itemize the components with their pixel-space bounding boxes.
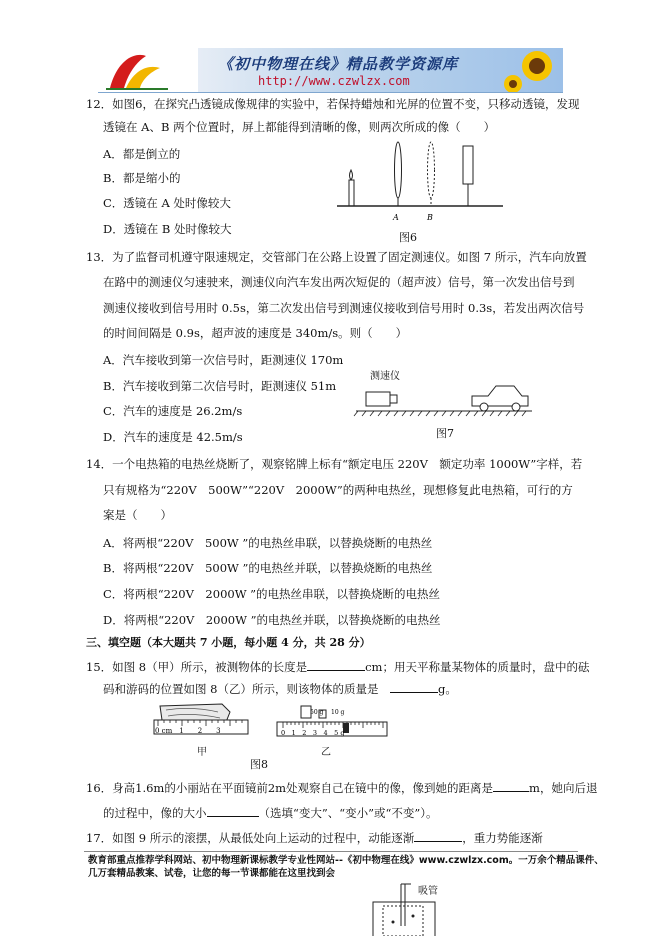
q12-option-b: B．都是缩小的 xyxy=(103,171,181,185)
weight-50g-label: 50 g xyxy=(310,709,324,716)
weight-10g-label: 10 g xyxy=(331,709,345,716)
q15-line1-b: cm；用天平称量某物体的质量时，盘中的砝 xyxy=(365,660,590,674)
q15-blank-1[interactable] xyxy=(307,659,365,671)
q15-line2 xyxy=(103,681,457,696)
q12-option-d: D．透镜在 B 处时像较大 xyxy=(103,222,232,236)
ruler-tick-labels: 0 cm 1 2 3 xyxy=(155,727,221,735)
q16-line1-a: 16．身高1.6m的小丽站在平面镜前2m处观察自己在镜中的像，像到她的距离是 xyxy=(86,781,494,795)
q17-line1-b: ，重力势能逐渐 xyxy=(462,831,543,845)
q13-line2: 在路中的测速仪匀速驶来，测速仪向汽车发出两次短促的（超声波）信号，第一次发出信号到 xyxy=(103,275,575,289)
figure-8-yi: 乙 xyxy=(321,747,331,758)
q12-option-c: C．透镜在 A 处时像较大 xyxy=(103,196,231,210)
header-banner xyxy=(98,48,563,93)
q14-line3: 案是（ ） xyxy=(103,508,172,522)
figure-8-caption: 图8 xyxy=(250,758,268,771)
q13-line4: 的时间间隔是 0.9s，超声波的速度是 340m/s。则（ ） xyxy=(103,326,408,340)
q15-line2-a: 码和游码的位置如图 8（乙）所示，则该物体的质量是 xyxy=(103,682,379,696)
q13-option-c: C．汽车的速度是 26.2m/s xyxy=(103,404,243,418)
label-b: B xyxy=(427,213,433,222)
figure-7-caption: 图7 xyxy=(436,427,454,440)
q14-option-d: D．将两根“220V 2000W ”的电热丝并联，以替换烧断的电热丝 xyxy=(103,613,441,627)
figure-6-caption: 图6 xyxy=(399,231,417,244)
figure-7-speed-meter xyxy=(352,378,532,418)
q15-line2-b: g。 xyxy=(437,682,457,696)
q12-stem-line2: 透镜在 A、B 两个位置时，屏上都能得到清晰的像，则两次所成的像（ ） xyxy=(103,120,496,134)
figure-8-ruler xyxy=(152,700,252,740)
figure-8-balance-scale xyxy=(275,700,390,742)
q15-line1-a: 15．如图 8（甲）所示，被测物体的长度是 xyxy=(86,660,308,674)
figure-9-straw-label: 吸管 xyxy=(418,886,438,897)
q12-stem-line1: 12．如图6，在探究凸透镜成像规律的实验中，若保持蜡烛和光屏的位置不变，只移动透镜，发现 xyxy=(86,97,580,111)
figure-6-lens-setup xyxy=(335,140,505,222)
q14-line2: 只有规格为“220V 500W”“220V 2000W”的两种电热丝，现想修复此电热箱，可行的方 xyxy=(103,483,573,497)
q14-option-c: C．将两根“220V 2000W ”的电热丝串联，以替换烧断的电热丝 xyxy=(103,587,441,601)
q14-option-a: A．将两根“220V 500W ”的电热丝串联，以替换烧断的电热丝 xyxy=(103,536,433,550)
footer-divider xyxy=(84,851,578,852)
q13-line3: 测速仪接收到信号用时 0.5s，第二次发出信号到测速仪接收到信号用时 0.3s，若发出两次信号 xyxy=(103,301,585,315)
q17-line1 xyxy=(86,830,543,845)
q17-blank-1[interactable] xyxy=(414,830,462,842)
q13-option-d: D．汽车的速度是 42.5m/s xyxy=(103,430,243,444)
speed-meter-label: 测速仪 xyxy=(370,371,400,382)
q14-option-b: B．将两根“220V 500W ”的电热丝并联，以替换烧断的电热丝 xyxy=(103,561,433,575)
q16-line1 xyxy=(86,780,597,795)
q16-line2-a: 的过程中，像的大小 xyxy=(103,806,207,820)
q12-option-a: A．都是倒立的 xyxy=(103,147,181,161)
banner-title: 《初中物理在线》精品教学资源库 xyxy=(218,55,459,73)
q17-line1-a: 17．如图 9 所示的滚摆，从最低处向上运动的过程中，动能逐渐 xyxy=(86,831,415,845)
q13-option-b: B．汽车接收到第二次信号时，距测速仪 51m xyxy=(103,379,337,393)
q15-blank-2[interactable] xyxy=(390,681,438,693)
q13-line1: 13．为了监督司机遵守限速规定，交管部门在公路上设置了固定测速仪。如图 7 所示，汽车向放置 xyxy=(86,250,587,264)
q15-line1 xyxy=(86,659,589,674)
banner-url: http://www.czwlzx.com xyxy=(258,74,410,88)
q14-line1: 14．一个电热箱的电热丝烧断了，观察铭牌上标有“额定电压 220V 额定功率 1000W”字样，若 xyxy=(86,457,583,471)
section-3-heading: 三、填空题（本大题共 7 小题，每小题 4 分，共 28 分） xyxy=(86,636,371,649)
label-a: A xyxy=(393,213,399,222)
q16-line2-b: （选填“变大”、“变小”或“不变”）。 xyxy=(258,806,438,820)
q16-blank-1[interactable] xyxy=(493,780,529,792)
q16-line2 xyxy=(103,805,438,820)
figure-8-jia: 甲 xyxy=(197,747,207,758)
balance-scale-labels: 0 1 2 3 4 5 g xyxy=(281,729,345,737)
q16-line1-b: m，她向后退 xyxy=(529,781,598,795)
footer-line1: 教育部重点推荐学科网站、初中物理新课标教学专业性网站--《初中物理在线》www.czwlzx.com。一万余个精品课件、 xyxy=(88,855,604,866)
sunflower-icon xyxy=(503,48,563,92)
q13-option-a: A．汽车接收到第一次信号时，距测速仪 170m xyxy=(103,353,344,367)
logo-icon xyxy=(98,48,198,92)
footer-line2: 几万套精品教案、试卷，让您的每一节课都能在这里找到会 xyxy=(88,868,336,879)
q16-blank-2[interactable] xyxy=(207,805,259,817)
